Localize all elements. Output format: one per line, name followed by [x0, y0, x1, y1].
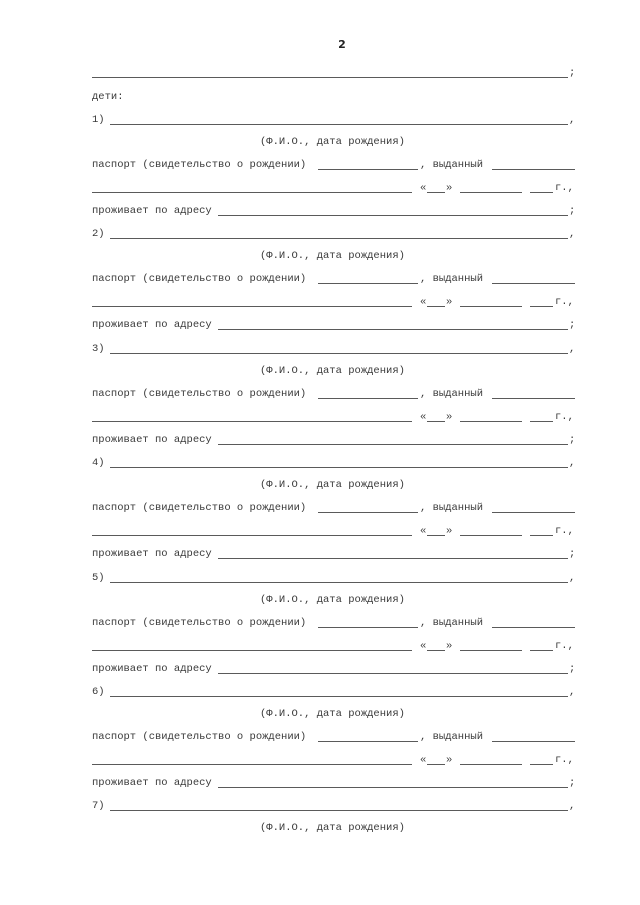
passport-number-field	[318, 627, 418, 628]
issued-label: , выданный	[420, 159, 484, 171]
child-number: 2)	[92, 228, 105, 241]
passport-label: паспорт (свидетельство о рождении)	[92, 616, 307, 629]
fio-caption: (Ф.И.О., дата рождения)	[260, 822, 405, 835]
quote-close: »	[446, 754, 453, 766]
issued-by-continued-field	[92, 535, 412, 536]
issue-year-field	[530, 535, 553, 536]
child-name-field	[110, 124, 568, 125]
issue-year-field	[530, 764, 553, 765]
child-number: 7)	[92, 800, 105, 813]
quote-close: »	[446, 296, 453, 309]
child-number: 3)	[92, 342, 105, 355]
address-semicolon: ;	[569, 777, 576, 789]
address-semicolon: ;	[569, 662, 576, 675]
year-suffix: г.,	[555, 296, 574, 309]
issued-by-continued-field	[92, 306, 412, 307]
issued-label: , выданный	[420, 387, 484, 400]
child-entry	[0, 342, 640, 449]
address-label: проживает по адресу	[92, 433, 212, 446]
issue-month-field	[460, 306, 522, 307]
address-label: проживает по адресу	[92, 548, 212, 561]
year-suffix: г.,	[555, 410, 574, 423]
fio-caption: (Ф.И.О., дата рождения)	[260, 708, 405, 720]
issue-month-field	[460, 192, 522, 193]
address-label: проживает по адресу	[92, 662, 212, 675]
passport-label: паспорт (свидетельство о рождении)	[92, 387, 307, 400]
continuation-field	[92, 77, 568, 78]
passport-number-field	[318, 169, 418, 170]
issued-by-continued-field	[92, 192, 412, 193]
issued-by-field	[492, 398, 575, 399]
passport-number-field	[318, 398, 418, 399]
address-semicolon: ;	[569, 433, 576, 446]
issue-month-field	[460, 535, 522, 536]
fio-caption: (Ф.И.О., дата рождения)	[260, 479, 405, 492]
year-suffix: г.,	[555, 182, 574, 194]
address-field	[218, 673, 568, 674]
address-field	[218, 329, 568, 330]
child-entry	[0, 800, 640, 905]
child-name-field	[110, 810, 568, 811]
passport-label: паспорт (свидетельство о рождении)	[92, 159, 307, 171]
child-entry	[0, 228, 640, 334]
year-suffix: г.,	[555, 754, 574, 766]
issued-by-field	[492, 627, 575, 628]
passport-number-field	[318, 741, 418, 742]
year-suffix: г.,	[555, 525, 574, 538]
issued-by-continued-field	[92, 764, 412, 765]
issue-day-field	[427, 535, 445, 536]
issue-year-field	[530, 421, 553, 422]
child-entry	[0, 114, 640, 220]
quote-close: »	[446, 525, 453, 538]
fio-caption: (Ф.И.О., дата рождения)	[260, 593, 405, 606]
quote-open: «	[420, 296, 427, 309]
issued-by-continued-field	[92, 650, 412, 651]
child-name-comma: ,	[569, 686, 576, 698]
fio-caption: (Ф.И.О., дата рождения)	[260, 250, 405, 263]
child-number: 4)	[92, 457, 105, 470]
year-suffix: г.,	[555, 639, 574, 652]
child-name-field	[110, 467, 568, 468]
child-name-comma: ,	[569, 114, 576, 126]
children-heading: дети:	[92, 91, 124, 103]
child-name-field	[110, 238, 568, 239]
address-semicolon: ;	[569, 205, 576, 217]
child-number: 5)	[92, 571, 105, 584]
issue-month-field	[460, 650, 522, 651]
issued-by-field	[492, 169, 575, 170]
child-name-field	[110, 582, 568, 583]
quote-close: »	[446, 639, 453, 652]
issued-by-continued-field	[92, 421, 412, 422]
child-name-comma: ,	[569, 457, 576, 470]
child-entry	[0, 571, 640, 678]
quote-close: »	[446, 410, 453, 423]
child-entry	[0, 457, 640, 563]
issue-month-field	[460, 421, 522, 422]
address-semicolon: ;	[569, 548, 576, 561]
issue-year-field	[530, 306, 553, 307]
address-label: проживает по адресу	[92, 777, 212, 789]
issue-year-field	[530, 650, 553, 651]
issue-month-field	[460, 764, 522, 765]
issued-by-field	[492, 283, 575, 284]
address-field	[218, 787, 568, 788]
address-semicolon: ;	[569, 319, 576, 332]
address-field	[218, 444, 568, 445]
quote-open: «	[420, 182, 427, 194]
child-name-comma: ,	[569, 342, 576, 355]
child-name-comma: ,	[569, 571, 576, 584]
quote-open: «	[420, 410, 427, 423]
quote-open: «	[420, 754, 427, 766]
issue-day-field	[427, 764, 445, 765]
passport-label: паспорт (свидетельство о рождении)	[92, 731, 307, 743]
passport-number-field	[318, 512, 418, 513]
child-name-field	[110, 353, 568, 354]
fio-caption: (Ф.И.О., дата рождения)	[260, 364, 405, 377]
address-label: проживает по адресу	[92, 205, 212, 217]
quote-close: »	[446, 182, 453, 194]
issue-day-field	[427, 421, 445, 422]
child-name-comma: ,	[569, 228, 576, 241]
child-number: 1)	[92, 114, 105, 126]
issue-year-field	[530, 192, 553, 193]
continuation-semicolon: ;	[569, 67, 576, 79]
issued-label: , выданный	[420, 731, 484, 743]
fio-caption: (Ф.И.О., дата рождения)	[260, 136, 405, 148]
issue-day-field	[427, 650, 445, 651]
issued-label: , выданный	[420, 502, 484, 515]
passport-label: паспорт (свидетельство о рождении)	[92, 273, 307, 286]
issued-label: , выданный	[420, 273, 484, 286]
child-name-comma: ,	[569, 800, 576, 813]
child-name-field	[110, 696, 568, 697]
address-field	[218, 558, 568, 559]
passport-number-field	[318, 283, 418, 284]
issued-label: , выданный	[420, 616, 484, 629]
page-number: 2	[338, 38, 346, 51]
issued-by-field	[492, 512, 575, 513]
issued-by-field	[492, 741, 575, 742]
passport-label: паспорт (свидетельство о рождении)	[92, 502, 307, 515]
child-number: 6)	[92, 686, 105, 698]
child-entry	[0, 686, 640, 792]
quote-open: «	[420, 525, 427, 538]
issue-day-field	[427, 192, 445, 193]
issue-day-field	[427, 306, 445, 307]
quote-open: «	[420, 639, 427, 652]
address-field	[218, 215, 568, 216]
address-label: проживает по адресу	[92, 319, 212, 332]
